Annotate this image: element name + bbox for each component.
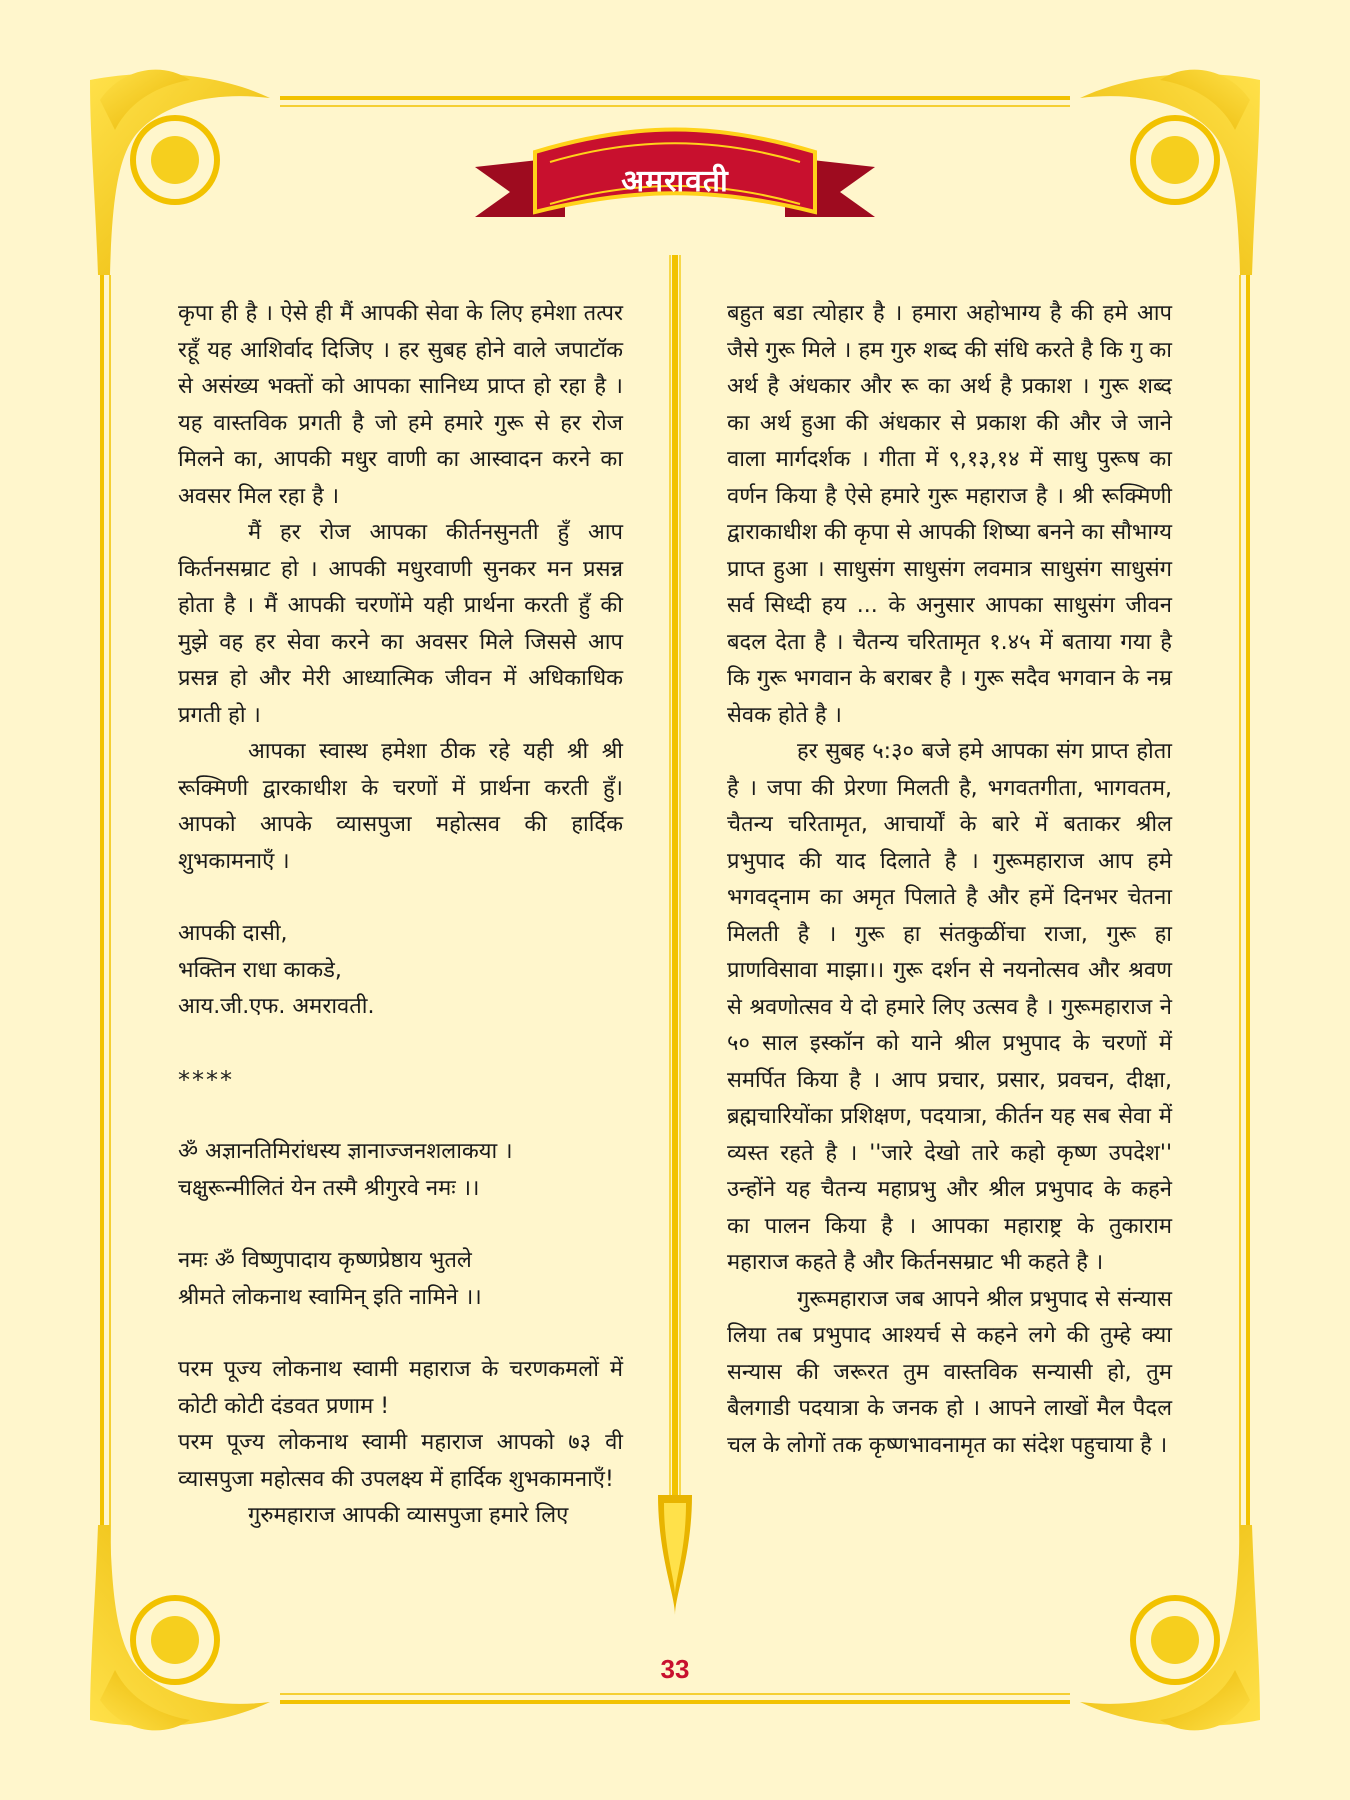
verse-2-line-2: श्रीमते लोकनाथ स्वामिन् इति नामिने ।।	[178, 1284, 482, 1310]
left-paragraph-2: मैं हर रोज आपका कीर्तनसुनती हुँ आप किर्तनसम्राट हो । आपकी मधुरवाणी सुनकर मन प्रसन्न होता है । मैं आपकी चरणोंमे यही प्रार्थना करती हुँ की मुझे वह हर सेवा करने का अवसर मिले जिससे आप प्रसन्न हो और मेरी आध्यात्मिक जीवन में अधिकाधिक प्रगती हो ।	[178, 520, 623, 728]
signature-line-3: आय.जी.एफ. अमरावती.	[178, 994, 375, 1019]
left-column	[178, 296, 623, 1535]
right-paragraph-1: बहुत बडा त्योहार है । हमारा अहोभाग्य है की हमे आप जैसे गुरू मिले । हम गुरु शब्द की संधि करते है कि गु का अर्थ है अंधकार और रू का अर्थ है प्रकाश । गुरू शब्द का अर्थ हुआ की अंधकार से प्रकाश की और जे जाने वाला मार्गदर्शक । गीता में ९,१३,१४ में साधु पुरूष का वर्णन किया है ऐसे हमारे गुरू महाराज है । श्री रूक्मिणी द्वाराकाधीश की कृपा से आपकी शिष्या बनने का सौभाग्य प्राप्त हुआ । साधुसंग साधुसंग लवमात्र साधुसंग साधुसंग सर्व सिध्दी हय ... के अनुसार आपका साधुसंग जीवन बदल देता है । चैतन्य चरितामृत १.४५ में बताया गया है कि गुरू भगवान के बराबर है । गुरू सदैव भगवान के नम्र सेवक होते है ।	[727, 301, 1172, 728]
left-paragraph-5: परम पूज्य लोकनाथ स्वामी महाराज आपको ७३ वी व्यासपुजा महोत्सव की उपलक्ष्य में हार्दिक शुभकामनाएँ!	[178, 1430, 623, 1492]
right-column	[727, 296, 1172, 1464]
left-paragraph-6: गुरुमहाराज आपकी व्यासपुजा हमारे लिए	[248, 1503, 569, 1528]
verse-2-line-1: नमः ॐ विष्णुपादाय कृष्णप्रेष्ठाय भुतले	[178, 1248, 472, 1273]
corner-ornament-bottom-right	[1080, 1525, 1260, 1730]
right-paragraph-3: गुरूमहाराज जब आपने श्रील प्रभुपाद से संन्यास लिया तब प्रभुपाद आश्यर्च से कहने लगे की तुम्हे क्या सन्यास की जरूरत तुम वास्तविक सन्यासी हो, तुम बैलगाडी पदयात्रा के जनक हो । आपने लाखों मैल पैदल चल के लोगों तक कृष्णभावनामृत का संदेश पहुचाया है ।	[727, 1286, 1172, 1458]
verse-1-line-2: चक्षुरून्मीलितं येन तस्मै श्रीगुरवे नमः ।।	[178, 1175, 480, 1201]
left-paragraph-4: परम पूज्य लोकनाथ स्वामी महाराज के चरणकमलों में कोटी कोटी दंडवत प्रणाम !	[178, 1357, 623, 1419]
left-paragraph-3: आपका स्वास्थ हमेशा ठीक रहे यही श्री श्री रूक्मिणी द्वारकाधीश के चरणों में प्रार्थना करती हुँ। आपको आपके व्यासपुजा महोत्सव की हार्दिक शुभकामनाएँ ।	[178, 739, 623, 874]
left-paragraph-1: कृपा ही है । ऐसे ही मैं आपकी सेवा के लिए हमेशा तत्पर रहूँ यह आशिर्वाद दिजिए । हर सुबह होने वाले जपाटॉक से असंख्य भक्तों को आपका सानिध्य प्राप्त हो रहा है । यह वास्तविक प्रगती है जो हमे हमारे गुरू से हर रोज मिलने का, आपकी मधुर वाणी का आस्वादन करने का अवसर मिल रहा है ।	[178, 301, 623, 509]
corner-ornament-bottom-left	[90, 1525, 270, 1730]
page-title: अमरावती	[621, 164, 729, 199]
right-paragraph-2: हर सुबह ५:३० बजे हमे आपका संग प्राप्त होता है । जपा की प्रेरणा मिलती है, भगवतगीता, भागवतम, चैतन्य चरितामृत, आचार्यों के बारे में बताकर श्रील प्रभुपाद की याद दिलाते है । गुरूमहाराज आप हमे भगवद्नाम का अमृत पिलाते है और हमें दिनभर चेतना मिलती है । गुरू हा संतकुळींचा राजा, गुरू हा प्राणविसावा माझा।। गुरू दर्शन से नयनोत्सव और श्रवण से श्रवणोत्सव ये दो हमारे लिए उत्सव है । गुरूमहाराज ने ५० साल इस्कॉन को याने श्रील प्रभुपाद के चरणों में समर्पित किया है । आप प्रचार, प्रसार, प्रवचन, दीक्षा, ब्रह्मचारियोंका प्रशिक्षण, पदयात्रा, कीर्तन यह सब सेवा में व्यस्त रहते है । ''जारे देखो तारे कहो कृष्ण उपदेश'' उन्होंने यह चैतन्य महाप्रभु और श्रील प्रभुपाद के कहने का पालन किया है । आपका महाराष्ट्र के तुकाराम महाराज कहते है और किर्तनसम्राट भी कहते है ।	[727, 739, 1172, 1275]
signature-line-2: भक्तिन राधा काकडे,	[178, 957, 342, 983]
corner-ornament-top-right	[1080, 70, 1260, 275]
corner-ornament-top-left	[90, 70, 270, 275]
column-divider	[650, 255, 700, 1705]
separator-stars: ****	[178, 1065, 234, 1094]
signature-line-1: आपकी दासी,	[178, 921, 288, 946]
page-number: 33	[660, 1654, 690, 1684]
verse-1-line-1: ॐ अज्ञानतिमिरांधस्य ज्ञानाज्जनशलाकया ।	[178, 1139, 513, 1164]
